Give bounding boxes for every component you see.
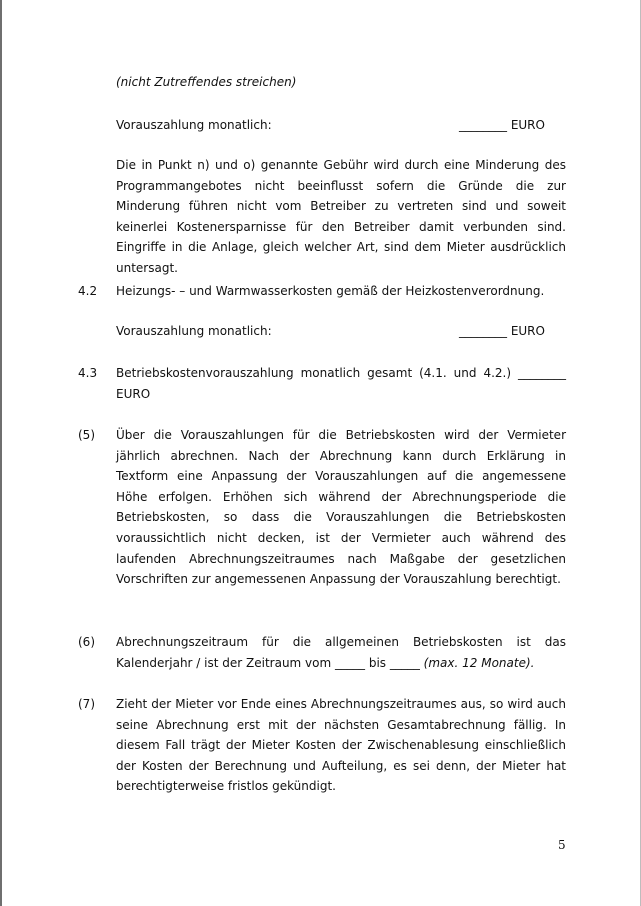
prepayment-label-1: Vorauszahlung monatlich: — [116, 118, 272, 132]
section-text-4-3: Betriebskostenvorauszahlung monatlich gesamt (4.1. und 4.2.) ________ EURO — [116, 366, 566, 401]
section-6-body: Abrechnungszeitraum für die allgemeinen Betriebskosten ist das Kalenderjahr / ist der Zeitraum vom _____ bis _____ — [116, 635, 566, 670]
section-text-6 — [116, 632, 566, 673]
section-number-6: (6) — [78, 635, 95, 649]
prepayment-amount-2: ________ EURO — [459, 324, 545, 338]
section-6-max-note: (max. 12 Monate). — [423, 655, 535, 670]
section-text-7: Zieht der Mieter vor Ende eines Abrechnungszeitraumes aus, so wird auch seine Abrechnung erst mit der nächsten Gesamtabrechnung fällig. In diesem Fall trägt der Mieter Kosten der Zwischenablesung einschließlich der Kosten der Berechnung und Aufteilung, es sei denn, der Mieter hat berechtigterweise fristlos gekündigt. — [116, 697, 566, 794]
section-number-4-3: 4.3 — [78, 366, 98, 380]
prepayment-amount-1: ________ EURO — [459, 118, 545, 132]
section-number-5: (5) — [78, 428, 95, 442]
page-number: 5 — [558, 838, 566, 852]
fee-paragraph: Die in Punkt n) und o) genannte Gebühr wird durch eine Minderung des Programmangebotes nicht beeinflusst sofern die Gründe die zur Minderung führen nicht vom Betreiber zu vertreten sind und soweit keinerlei Kostenersparnisse für den Betreiber damit verbunden sind. Eingriffe in die Anlage, gleich welcher Art, sind dem Mieter ausdrücklich untersagt. — [116, 158, 566, 275]
strike-note: (nicht Zutreffendes streichen) — [116, 75, 297, 89]
section-number-7: (7) — [78, 697, 95, 711]
section-text-4-2: Heizungs- – und Warmwasserkosten gemäß der Heizkostenverordnung. — [116, 284, 545, 298]
section-text-5: Über die Vorauszahlungen für die Betriebskosten wird der Vermieter jährlich abrechnen. Nach der Abrechnung kann durch Erklärung in Textform eine Anpassung der Vorauszahlungen auf die angemessene Höhe erfolgen. Erhöhen sich während der Abrechnungsperiode die Betriebskosten, so dass die Vorauszahlungen die Betriebskosten voraussichtlich nicht decken, ist der Vermieter auch während des laufenden Abrechnungszeitraumes nach Maßgabe der gesetzlichen Vorschriften zur angemessenen Anpassung der Vorauszahlung berechtigt. — [116, 428, 566, 587]
section-number-4-2: 4.2 — [78, 284, 98, 298]
prepayment-label-2: Vorauszahlung monatlich: — [116, 324, 272, 338]
